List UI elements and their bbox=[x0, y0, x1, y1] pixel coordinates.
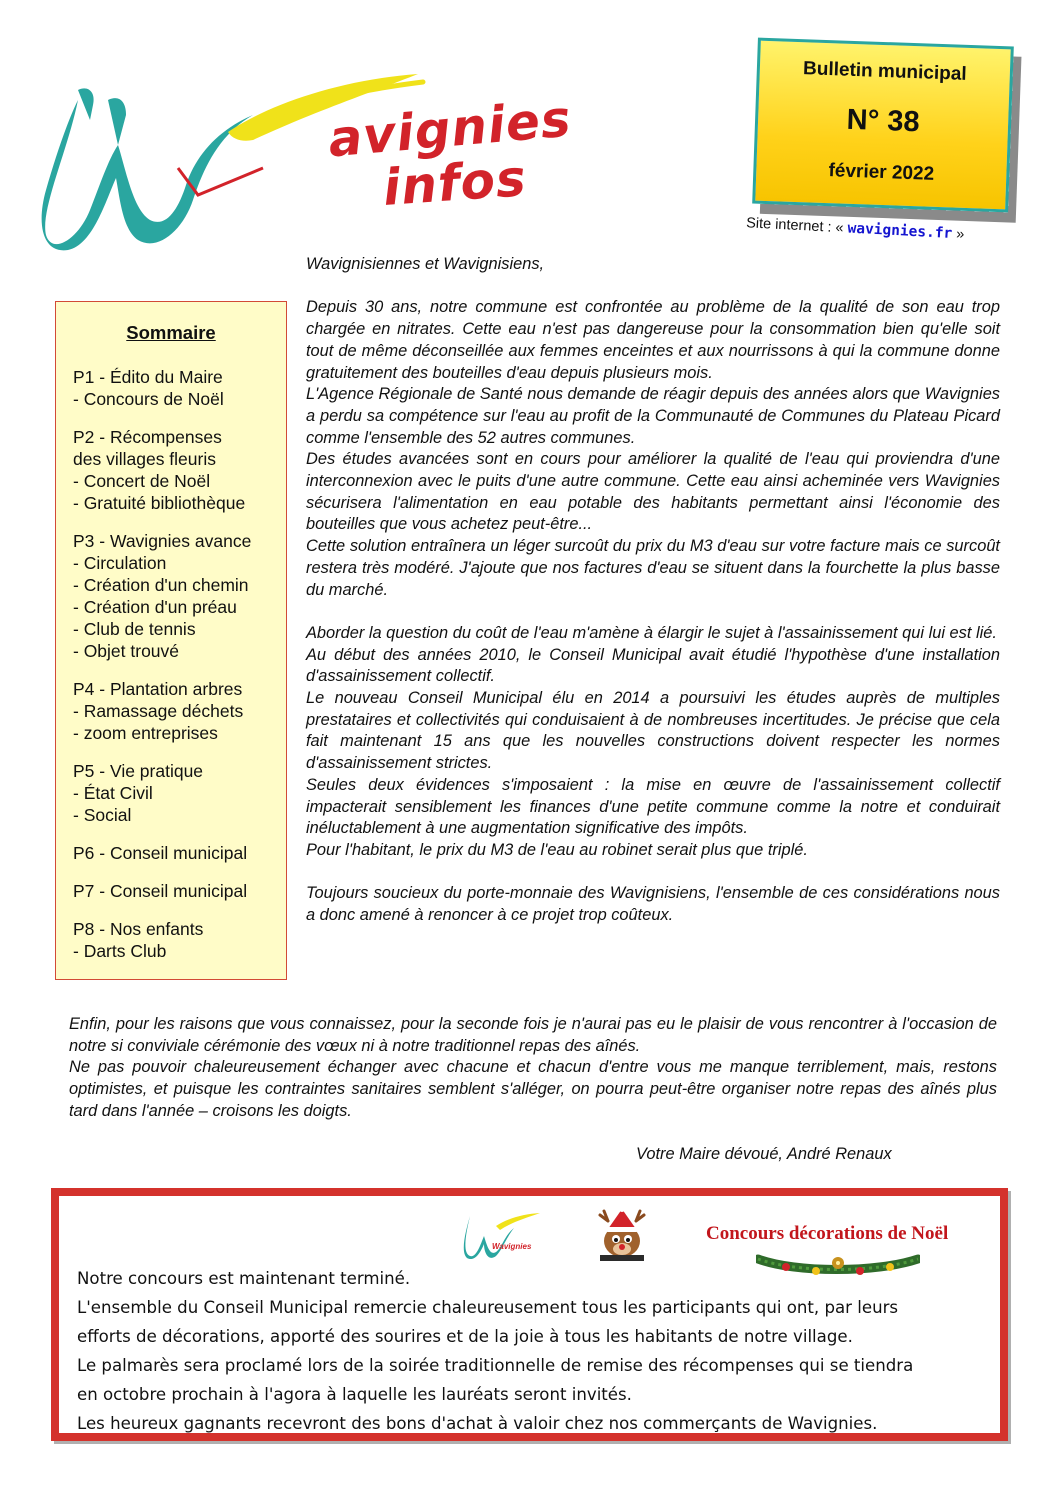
editorial-paragraph: Cette solution entraînera un léger surcoût du prix du M3 d'eau sur votre facture mais ce surcoût restera très modéré. J'ajoute que nos factures d'eau se situent dans la fourchette la plus basse du marché. bbox=[306, 537, 1000, 599]
sommaire-item: P6 - Conseil municipal bbox=[73, 843, 248, 863]
sommaire-item: - Gratuité bibliothèque bbox=[73, 493, 246, 513]
wavignies-infos-logo bbox=[38, 60, 638, 260]
sommaire-box bbox=[55, 301, 287, 980]
sommaire-group bbox=[73, 366, 286, 410]
concours-line: Notre concours est maintenant terminé. bbox=[77, 1269, 411, 1288]
editorial-paragraph: Pour l'habitant, le prix du M3 de l'eau au robinet serait plus que triplé. bbox=[306, 840, 808, 859]
concours-line: efforts de décorations, apporté des sourires et de la joie à tous les habitants de notre village. bbox=[77, 1327, 853, 1346]
sommaire-group bbox=[73, 842, 286, 864]
sommaire-item: - Création d'un chemin bbox=[73, 575, 249, 595]
editorial-paragraph: Des études avancées sont en cours pour améliorer la qualité de l'eau qui proviendra d'une interconnexion avec le puits d'une autre commune. Cette eau ainsi acheminée vers Wavignies sécurisera l'alimentation en eau potable des habitants permettant ainsi l'économie des bouteilles que vous achetez peut-être... bbox=[306, 450, 1000, 534]
sommaire-item: - Circulation bbox=[73, 553, 167, 573]
editorial-paragraph: Ne pas pouvoir chaleureusement échanger avec chacune et chacun d'entre vous me manque terriblement, mais, restons optimistes, et puisque les contraintes sanitaires semblent s'alléger, on pourra peut-être organiser notre repas des aînés plus tard dans l'année – croisons les doigts. bbox=[69, 1058, 997, 1120]
bulletin-box bbox=[752, 38, 1014, 213]
sommaire-item: P1 - Édito du Maire bbox=[73, 367, 223, 387]
website-line bbox=[746, 215, 1006, 245]
concours-line: Le palmarès sera proclamé lors de la soirée traditionnelle de remise des récompenses qui se tiendra bbox=[77, 1356, 914, 1375]
sommaire-item: - zoom entreprises bbox=[73, 723, 218, 743]
editorial-paragraph: Depuis 30 ans, notre commune est confrontée au problème de la qualité de son eau trop chargée en nitrates. Cette eau n'est pas dangereuse pour la consommation bien qu'elle soit tout de même déconseillée aux femmes enceintes et aux nourrissons à qui la commune donne gratuitement des bouteilles d'eau depuis plusieurs mois. bbox=[306, 298, 1000, 382]
bulletin-number: N° 38 bbox=[846, 103, 921, 139]
sommaire-item: P4 - Plantation arbres bbox=[73, 679, 243, 699]
sommaire-item: - Ramassage déchets bbox=[73, 701, 244, 721]
editorial-greeting: Wavignisiennes et Wavignisiens, bbox=[306, 255, 545, 273]
editorial-paragraph: Au début des années 2010, le Conseil Municipal avait étudié l'hypothèse d'une installation d'assainissement collectif. bbox=[306, 645, 1000, 686]
bulletin-date: février 2022 bbox=[828, 160, 935, 185]
sommaire-group bbox=[73, 918, 286, 962]
editorial-closing bbox=[69, 1014, 997, 1123]
concours-title: Concours décorations de Noël bbox=[706, 1223, 949, 1244]
editorial-paragraph: Aborder la question du coût de l'eau m'amène à élargir le sujet à l'assainissement qui lui est lié. bbox=[306, 623, 997, 642]
concours-line: L'ensemble du Conseil Municipal remercie chaleureusement tous les participants qui ont, par leurs bbox=[77, 1298, 899, 1317]
sommaire-item: P7 - Conseil municipal bbox=[73, 881, 248, 901]
sommaire-item: - Darts Club bbox=[73, 941, 167, 961]
sommaire-item: P2 - Récompenses bbox=[73, 427, 222, 447]
editorial-text bbox=[306, 254, 1000, 927]
sommaire-title: Sommaire bbox=[126, 322, 216, 343]
sommaire-group bbox=[73, 530, 286, 662]
sommaire-item: - Concert de Noël bbox=[73, 471, 211, 491]
sommaire-item: - État Civil bbox=[73, 783, 153, 803]
site-prefix: Site internet : « bbox=[745, 215, 844, 237]
sommaire-item: - Social bbox=[73, 805, 132, 825]
site-suffix: » bbox=[955, 226, 965, 243]
editorial-paragraph: Seules deux évidences s'imposaient : la mise en œuvre de l'assainissement collectif impacterait sensiblement les finances d'une petite commune comme la notre et conduirait inéluctablement à une augmentation significative des impôts. bbox=[306, 775, 1000, 838]
concours-line: Les heureux gagnants recevront des bons d'achat à valoir chez nos commerçants de Wavignies. bbox=[77, 1414, 878, 1433]
sommaire-item: P8 - Nos enfants bbox=[73, 919, 204, 939]
concours-line: en octobre prochain à l'agora à laquelle les lauréats seront invités. bbox=[77, 1385, 632, 1404]
small-logo-text: Wavignies bbox=[492, 1242, 532, 1251]
editorial-paragraph: Le nouveau Conseil Municipal élu en 2014 a poursuivi les études auprès de multiples prestataires et collectivités qui conduisaient à de nombreuses incertitudes. Je précise que cela fait maintenant 15 ans que les nouvelles constructions doivent respecter les normes d'assainissement strictes. bbox=[306, 689, 1000, 773]
sommaire-group bbox=[73, 880, 286, 902]
sommaire-item: P5 - Vie pratique bbox=[73, 761, 204, 781]
sommaire-item: - Création d'un préau bbox=[73, 597, 237, 617]
wavignies-small-logo bbox=[462, 1208, 542, 1263]
mayor-signature: Votre Maire dévoué, André Renaux bbox=[636, 1145, 892, 1163]
sommaire-item: - Objet trouvé bbox=[73, 641, 180, 661]
sommaire-item: P3 - Wavignies avance bbox=[73, 531, 252, 551]
bulletin-title: Bulletin municipal bbox=[802, 58, 967, 85]
website-link[interactable]: wavignies.fr bbox=[847, 220, 953, 242]
editorial-paragraph: Enfin, pour les raisons que vous connaissez, pour la seconde fois je n'aurai pas eu le plaisir de vous rencontrer à l'occasion de notre si conviviale cérémonie des vœux ni à notre traditionnel repas des aînés. bbox=[69, 1015, 997, 1055]
logo-word-infos: infos bbox=[381, 149, 529, 217]
sommaire-item: des villages fleuris bbox=[73, 449, 216, 469]
concours-text bbox=[77, 1264, 997, 1438]
editorial-paragraph: Toujours soucieux du porte-monnaie des Wavignisiens, l'ensemble de ces considérations nous a donc amené à renoncer à ce projet trop coûteux. bbox=[306, 884, 1000, 925]
sommaire-item: - Concours de Noël bbox=[73, 389, 224, 409]
reindeer-icon bbox=[590, 1205, 654, 1261]
sommaire-group bbox=[73, 678, 286, 744]
sommaire-item: - Club de tennis bbox=[73, 619, 196, 639]
editorial-paragraph: L'Agence Régionale de Santé nous demande de réagir depuis des années alors que Wavignies a perdu sa compétence sur l'eau au profit de la Communauté de Communes du Plateau Picard comme l'ensemble des 52 autres communes. bbox=[306, 385, 1000, 447]
sommaire-group bbox=[73, 426, 286, 514]
sommaire-group bbox=[73, 760, 286, 826]
logo-word-wavignies: avignies bbox=[325, 89, 574, 169]
